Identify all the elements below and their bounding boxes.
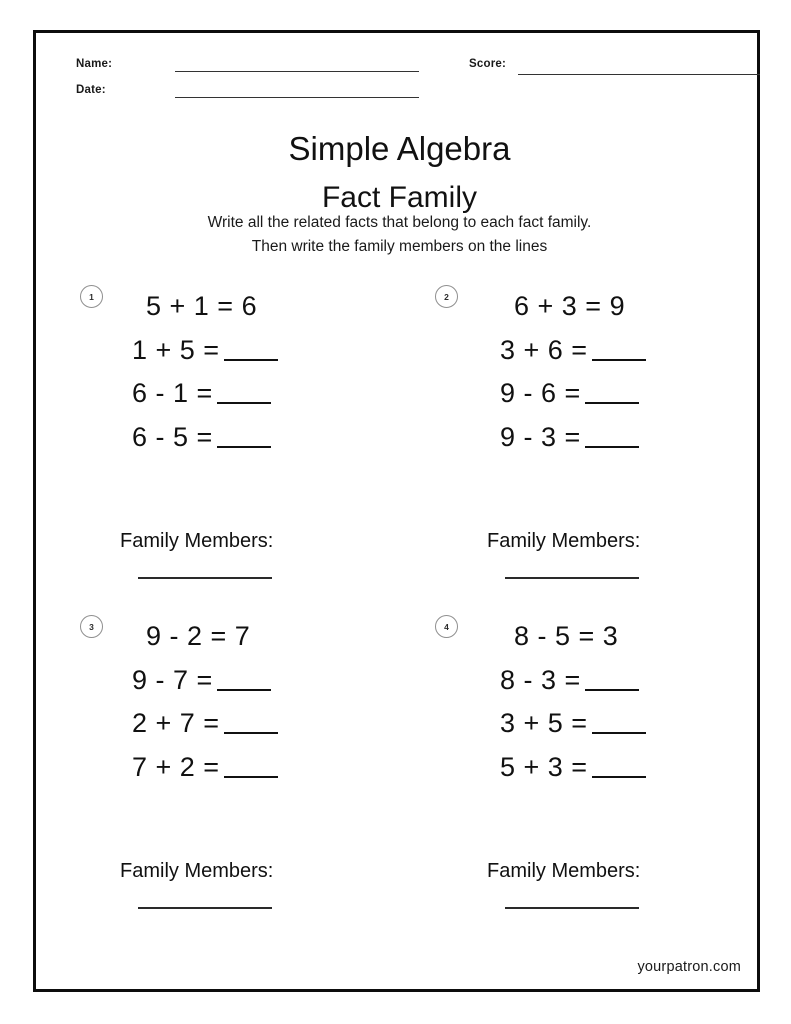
equation-text: 2 + 7 = <box>132 708 220 739</box>
equation-row <box>132 746 382 790</box>
answer-blank[interactable] <box>592 359 646 361</box>
problem-number-badge: 3 <box>80 615 103 638</box>
answer-blank[interactable] <box>585 446 639 448</box>
problem-number-badge: 1 <box>80 285 103 308</box>
equation-row <box>132 615 382 659</box>
equation-text: 6 - 5 = <box>132 422 213 453</box>
family-members-line[interactable] <box>505 577 639 579</box>
family-members-label: Family Members: <box>487 860 641 882</box>
problem-cell-3 <box>36 615 399 945</box>
answer-blank[interactable] <box>217 446 271 448</box>
equation-row <box>500 285 750 329</box>
problem-row <box>36 285 763 615</box>
answer-blank[interactable] <box>585 689 639 691</box>
page-subtitle: Fact Family <box>321 181 477 215</box>
equation-stack-3 <box>132 615 382 790</box>
instructions-line-2: Then write the family members on the lines <box>251 238 548 256</box>
equation-stack-2 <box>500 285 750 460</box>
date-input-line[interactable] <box>175 97 419 98</box>
equation-row <box>132 329 382 373</box>
answer-blank[interactable] <box>217 402 271 404</box>
equation-text: 5 + 3 = <box>500 752 588 783</box>
family-members-block <box>120 860 380 909</box>
family-members-line[interactable] <box>138 907 272 909</box>
equation-row <box>132 702 382 746</box>
title-block <box>36 128 763 217</box>
problem-number-badge: 4 <box>435 615 458 638</box>
name-input-line[interactable] <box>175 71 419 72</box>
instructions <box>36 211 763 259</box>
equation-row <box>500 659 750 703</box>
equation-text: 7 + 2 = <box>132 752 220 783</box>
family-members-line[interactable] <box>138 577 272 579</box>
score-label: Score: <box>469 58 506 70</box>
equation-text: 6 - 1 = <box>132 378 213 409</box>
date-label: Date: <box>76 84 106 96</box>
equation-row <box>132 416 382 460</box>
equation-text: 5 + 1 = 6 <box>146 291 258 321</box>
problem-cell-1 <box>36 285 399 615</box>
equation-stack-4 <box>500 615 750 790</box>
equation-row <box>132 372 382 416</box>
family-members-label: Family Members: <box>487 530 641 552</box>
answer-blank[interactable] <box>592 776 646 778</box>
instructions-line-1: Write all the related facts that belong to each fact family. <box>207 214 592 231</box>
answer-blank[interactable] <box>585 402 639 404</box>
problem-grid <box>36 285 763 945</box>
equation-row <box>500 372 750 416</box>
family-members-block <box>120 530 380 579</box>
answer-blank[interactable] <box>217 689 271 691</box>
equation-row <box>500 615 750 659</box>
equation-text: 3 + 6 = <box>500 334 588 365</box>
equation-row <box>132 659 382 703</box>
problem-number-badge: 2 <box>435 285 458 308</box>
problem-row <box>36 615 763 945</box>
family-members-line[interactable] <box>505 907 639 909</box>
equation-text: 8 - 3 = <box>500 664 581 695</box>
equation-text: 8 - 5 = 3 <box>514 621 619 651</box>
equation-text: 9 - 3 = <box>500 422 581 453</box>
answer-blank[interactable] <box>224 732 278 734</box>
page-border <box>33 30 760 992</box>
answer-blank[interactable] <box>224 776 278 778</box>
equation-row <box>500 702 750 746</box>
problem-cell-4 <box>399 615 762 945</box>
family-members-block <box>487 860 747 909</box>
equation-row <box>500 416 750 460</box>
equation-row <box>500 329 750 373</box>
equation-row <box>132 285 382 329</box>
family-members-block <box>487 530 747 579</box>
score-input-line[interactable] <box>518 74 760 75</box>
footer-watermark: yourpatron.com <box>637 959 741 975</box>
family-members-label: Family Members: <box>120 860 274 882</box>
equation-text: 9 - 6 = <box>500 378 581 409</box>
equation-text: 9 - 7 = <box>132 664 213 695</box>
equation-stack-1 <box>132 285 382 460</box>
equation-row <box>500 746 750 790</box>
family-members-label: Family Members: <box>120 530 274 552</box>
answer-blank[interactable] <box>224 359 278 361</box>
answer-blank[interactable] <box>592 732 646 734</box>
equation-text: 6 + 3 = 9 <box>514 291 626 321</box>
name-label: Name: <box>76 58 113 70</box>
equation-text: 9 - 2 = 7 <box>146 621 251 651</box>
equation-text: 1 + 5 = <box>132 334 220 365</box>
problem-cell-2 <box>399 285 762 615</box>
equation-text: 3 + 5 = <box>500 708 588 739</box>
header-fields <box>36 33 763 113</box>
page-title: Simple Algebra <box>288 130 511 167</box>
